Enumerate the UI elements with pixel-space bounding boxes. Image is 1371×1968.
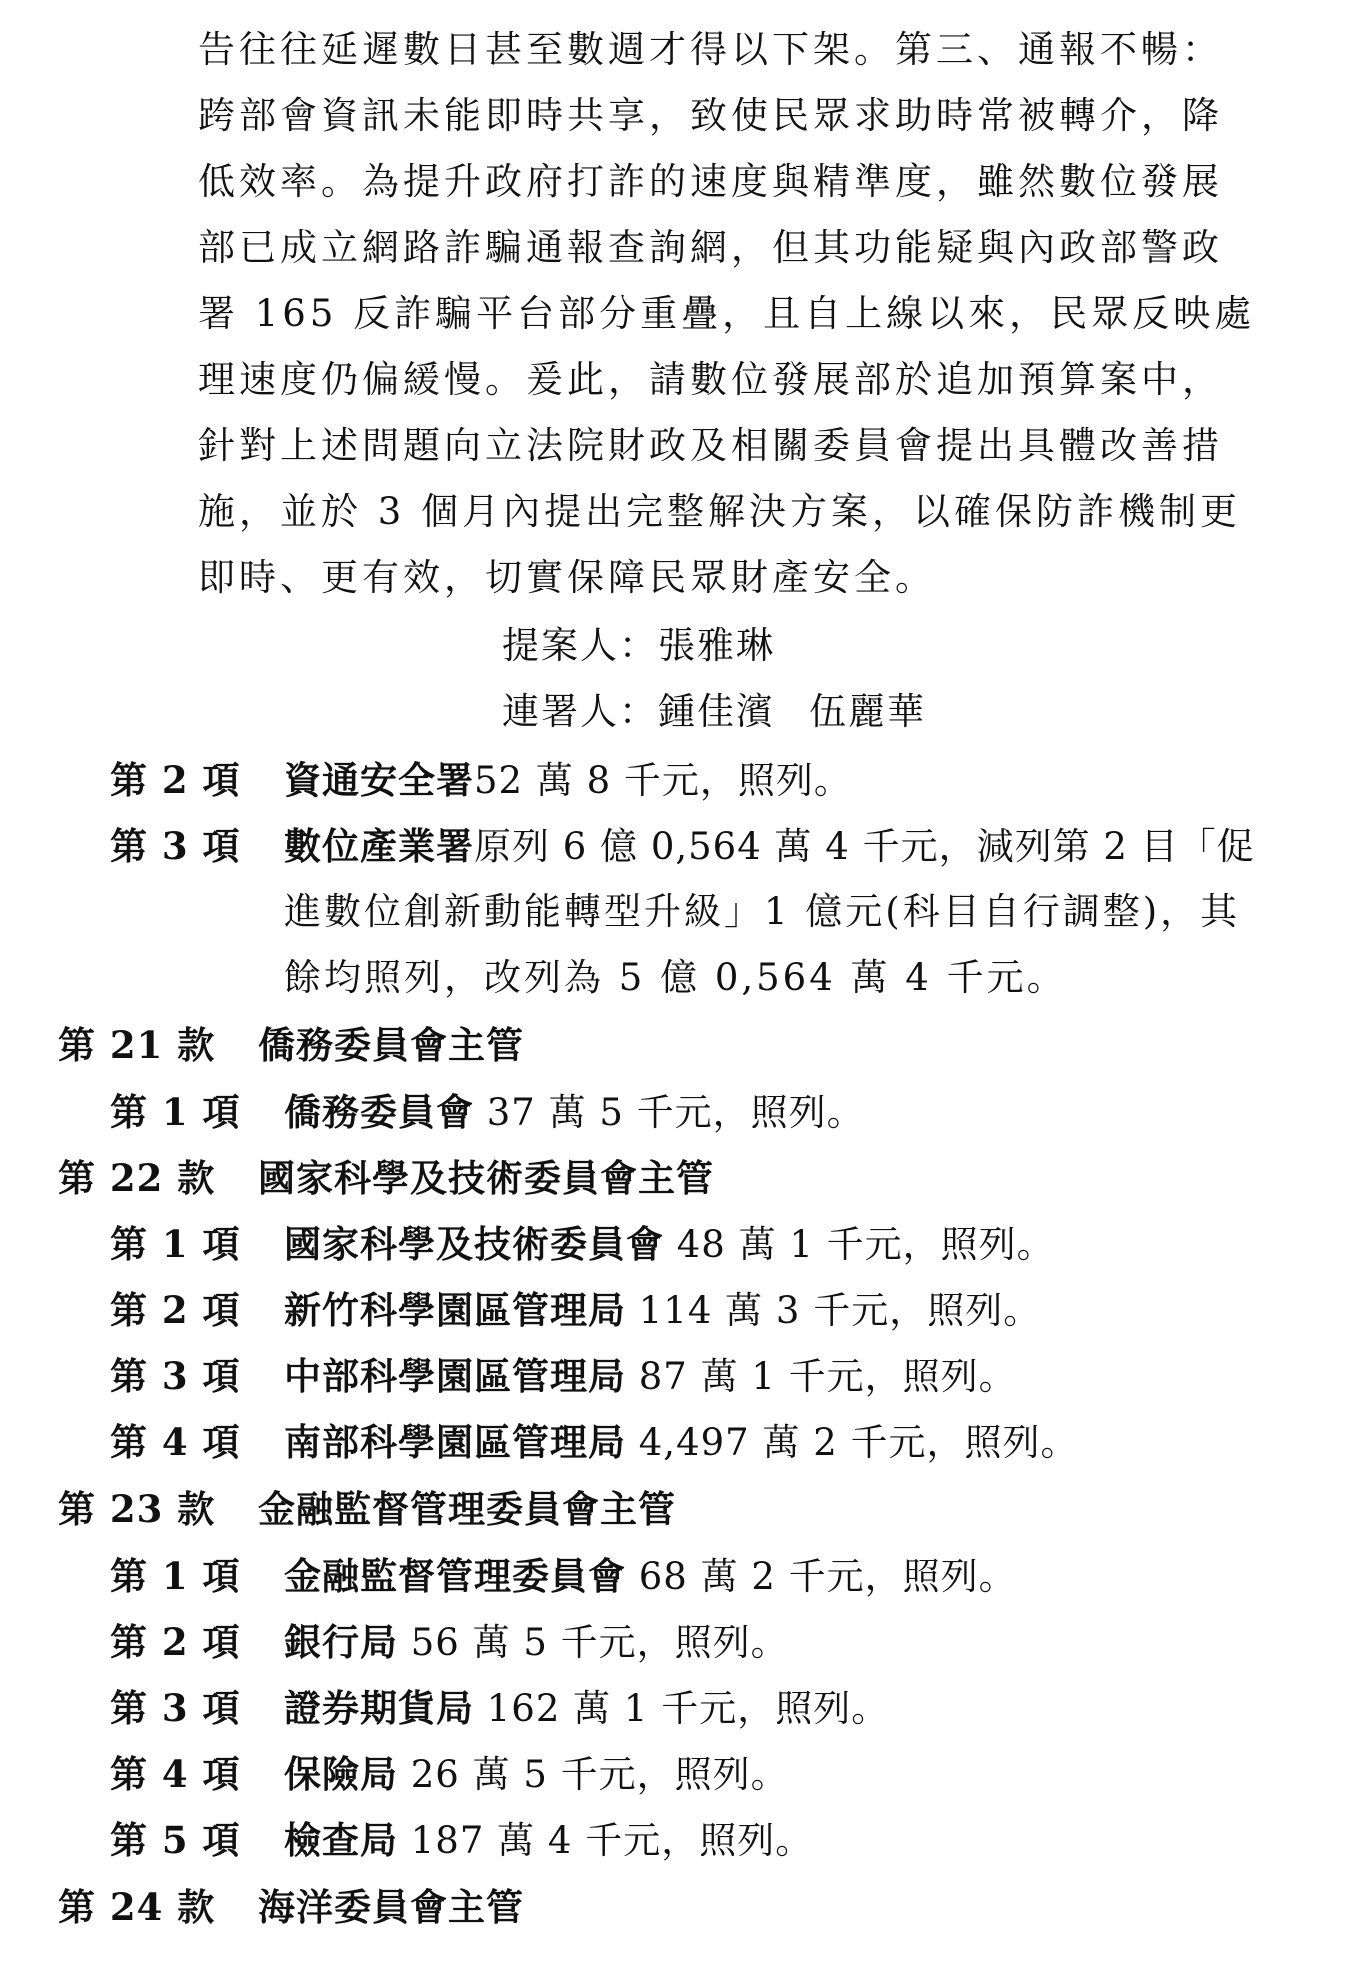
agency-name: 國家科學及技術委員會 <box>284 1222 664 1266</box>
item-text: 52 萬 8 千元，照列。 <box>474 759 852 802</box>
section-title: 金融監督管理委員會主管 <box>258 1487 676 1531</box>
item-text: 26 萬 5 千元，照列。 <box>398 1753 789 1796</box>
item-label: 第 2 項 <box>110 758 241 802</box>
item-text: 4,497 萬 2 千元，照列。 <box>626 1421 1079 1464</box>
paragraph-line: 理速度仍偏緩慢。爰此，請數位發展部於追加預算案中， <box>198 358 1223 401</box>
agency-name: 銀行局 <box>284 1620 398 1664</box>
item-line <box>110 1087 865 1137</box>
item-label: 第 3 項 <box>110 824 241 868</box>
section-heading <box>58 1484 676 1534</box>
item-text: 87 萬 1 千元，照列。 <box>626 1355 1017 1398</box>
section-label: 第 21 款 <box>58 1023 216 1067</box>
agency-name: 檢查局 <box>284 1818 398 1862</box>
item-line <box>110 1285 1041 1335</box>
paragraph-line: 部已成立網路詐騙通報查詢網，但其功能疑與內政部警政 <box>198 226 1223 269</box>
paragraph-line: 跨部會資訊未能即時共享，致使民眾求助時常被轉介，降 <box>198 94 1223 137</box>
item-line <box>110 1551 1017 1601</box>
agency-name: 數位產業署 <box>284 824 474 868</box>
agency-name: 保險局 <box>284 1752 398 1796</box>
cosigner-label: 連署人： <box>502 690 658 733</box>
item-label: 第 4 項 <box>110 1752 241 1796</box>
paragraph-line: 署 165 反詐騙平台部分重疊，且自上線以來，民眾反映處 <box>198 292 1256 335</box>
item-text: 37 萬 5 千元，照列。 <box>474 1091 865 1134</box>
section-title: 國家科學及技術委員會主管 <box>258 1156 714 1200</box>
item-text: 48 萬 1 千元，照列。 <box>664 1223 1055 1266</box>
paragraph-line: 施，並於 3 個月內提出完整解決方案，以確保防詐機制更 <box>198 490 1242 533</box>
paragraph-line: 低效率。為提升政府打詐的速度與精準度，雖然數位發展 <box>198 160 1223 203</box>
item-label: 第 4 項 <box>110 1420 241 1464</box>
agency-name: 南部科學園區管理局 <box>284 1420 626 1464</box>
cosigner-line <box>502 687 926 737</box>
section-heading <box>58 1020 524 1070</box>
item-label: 第 5 項 <box>110 1818 241 1862</box>
section-heading <box>58 1882 524 1932</box>
proposer-name: 張雅琳 <box>658 624 775 667</box>
agency-name: 中部科學園區管理局 <box>284 1354 626 1398</box>
agency-name: 新竹科學園區管理局 <box>284 1288 626 1332</box>
paragraph-line: 即時、更有效，切實保障民眾財產安全。 <box>198 556 936 599</box>
item-text: 114 萬 3 千元，照列。 <box>626 1289 1042 1332</box>
item-label: 第 3 項 <box>110 1354 241 1398</box>
section-label: 第 22 款 <box>58 1156 216 1200</box>
section-label: 第 23 款 <box>58 1487 216 1531</box>
section-title: 僑務委員會主管 <box>258 1023 524 1067</box>
section-label: 第 24 款 <box>58 1885 216 1929</box>
cosigner-name: 伍麗華 <box>809 690 926 733</box>
agency-name: 僑務委員會 <box>284 1090 474 1134</box>
item-label: 第 1 項 <box>110 1222 241 1266</box>
agency-name: 資通安全署 <box>284 758 474 802</box>
item-label: 第 1 項 <box>110 1090 241 1134</box>
item-label: 第 1 項 <box>110 1554 241 1598</box>
proposer-line <box>502 621 775 671</box>
item-continuation: 餘均照列，改列為 5 億 0,564 萬 4 千元。 <box>284 956 1067 999</box>
cosigner-name: 鍾佳濱 <box>658 690 775 733</box>
item-text: 187 萬 4 千元，照列。 <box>398 1819 814 1862</box>
item-line <box>110 821 1255 871</box>
item-line <box>110 1815 813 1865</box>
paragraph-line: 針對上述問題向立法院財政及相關委員會提出具體改善措 <box>198 424 1223 467</box>
section-heading <box>58 1153 714 1203</box>
item-continuation: 進數位創新動能轉型升級」1 億元(科目自行調整)，其 <box>284 890 1241 933</box>
item-text: 原列 6 億 0,564 萬 4 千元，減列第 2 目「促 <box>474 825 1255 868</box>
item-line <box>110 755 852 805</box>
item-line <box>110 1351 1017 1401</box>
item-text: 68 萬 2 千元，照列。 <box>626 1555 1017 1598</box>
agency-name: 證券期貨局 <box>284 1686 474 1730</box>
item-line <box>110 1617 789 1667</box>
item-text: 56 萬 5 千元，照列。 <box>398 1621 789 1664</box>
item-line <box>110 1417 1079 1467</box>
paragraph-line: 告往往延遲數日甚至數週才得以下架。第三、通報不暢： <box>198 28 1223 71</box>
item-label: 第 3 項 <box>110 1686 241 1730</box>
item-line <box>110 1219 1055 1269</box>
item-line <box>110 1749 789 1799</box>
item-text: 162 萬 1 千元，照列。 <box>474 1687 890 1730</box>
item-label: 第 2 項 <box>110 1288 241 1332</box>
item-line <box>110 1683 889 1733</box>
item-label: 第 2 項 <box>110 1620 241 1664</box>
proposer-label: 提案人： <box>502 624 658 667</box>
agency-name: 金融監督管理委員會 <box>284 1554 626 1598</box>
section-title: 海洋委員會主管 <box>258 1885 524 1929</box>
